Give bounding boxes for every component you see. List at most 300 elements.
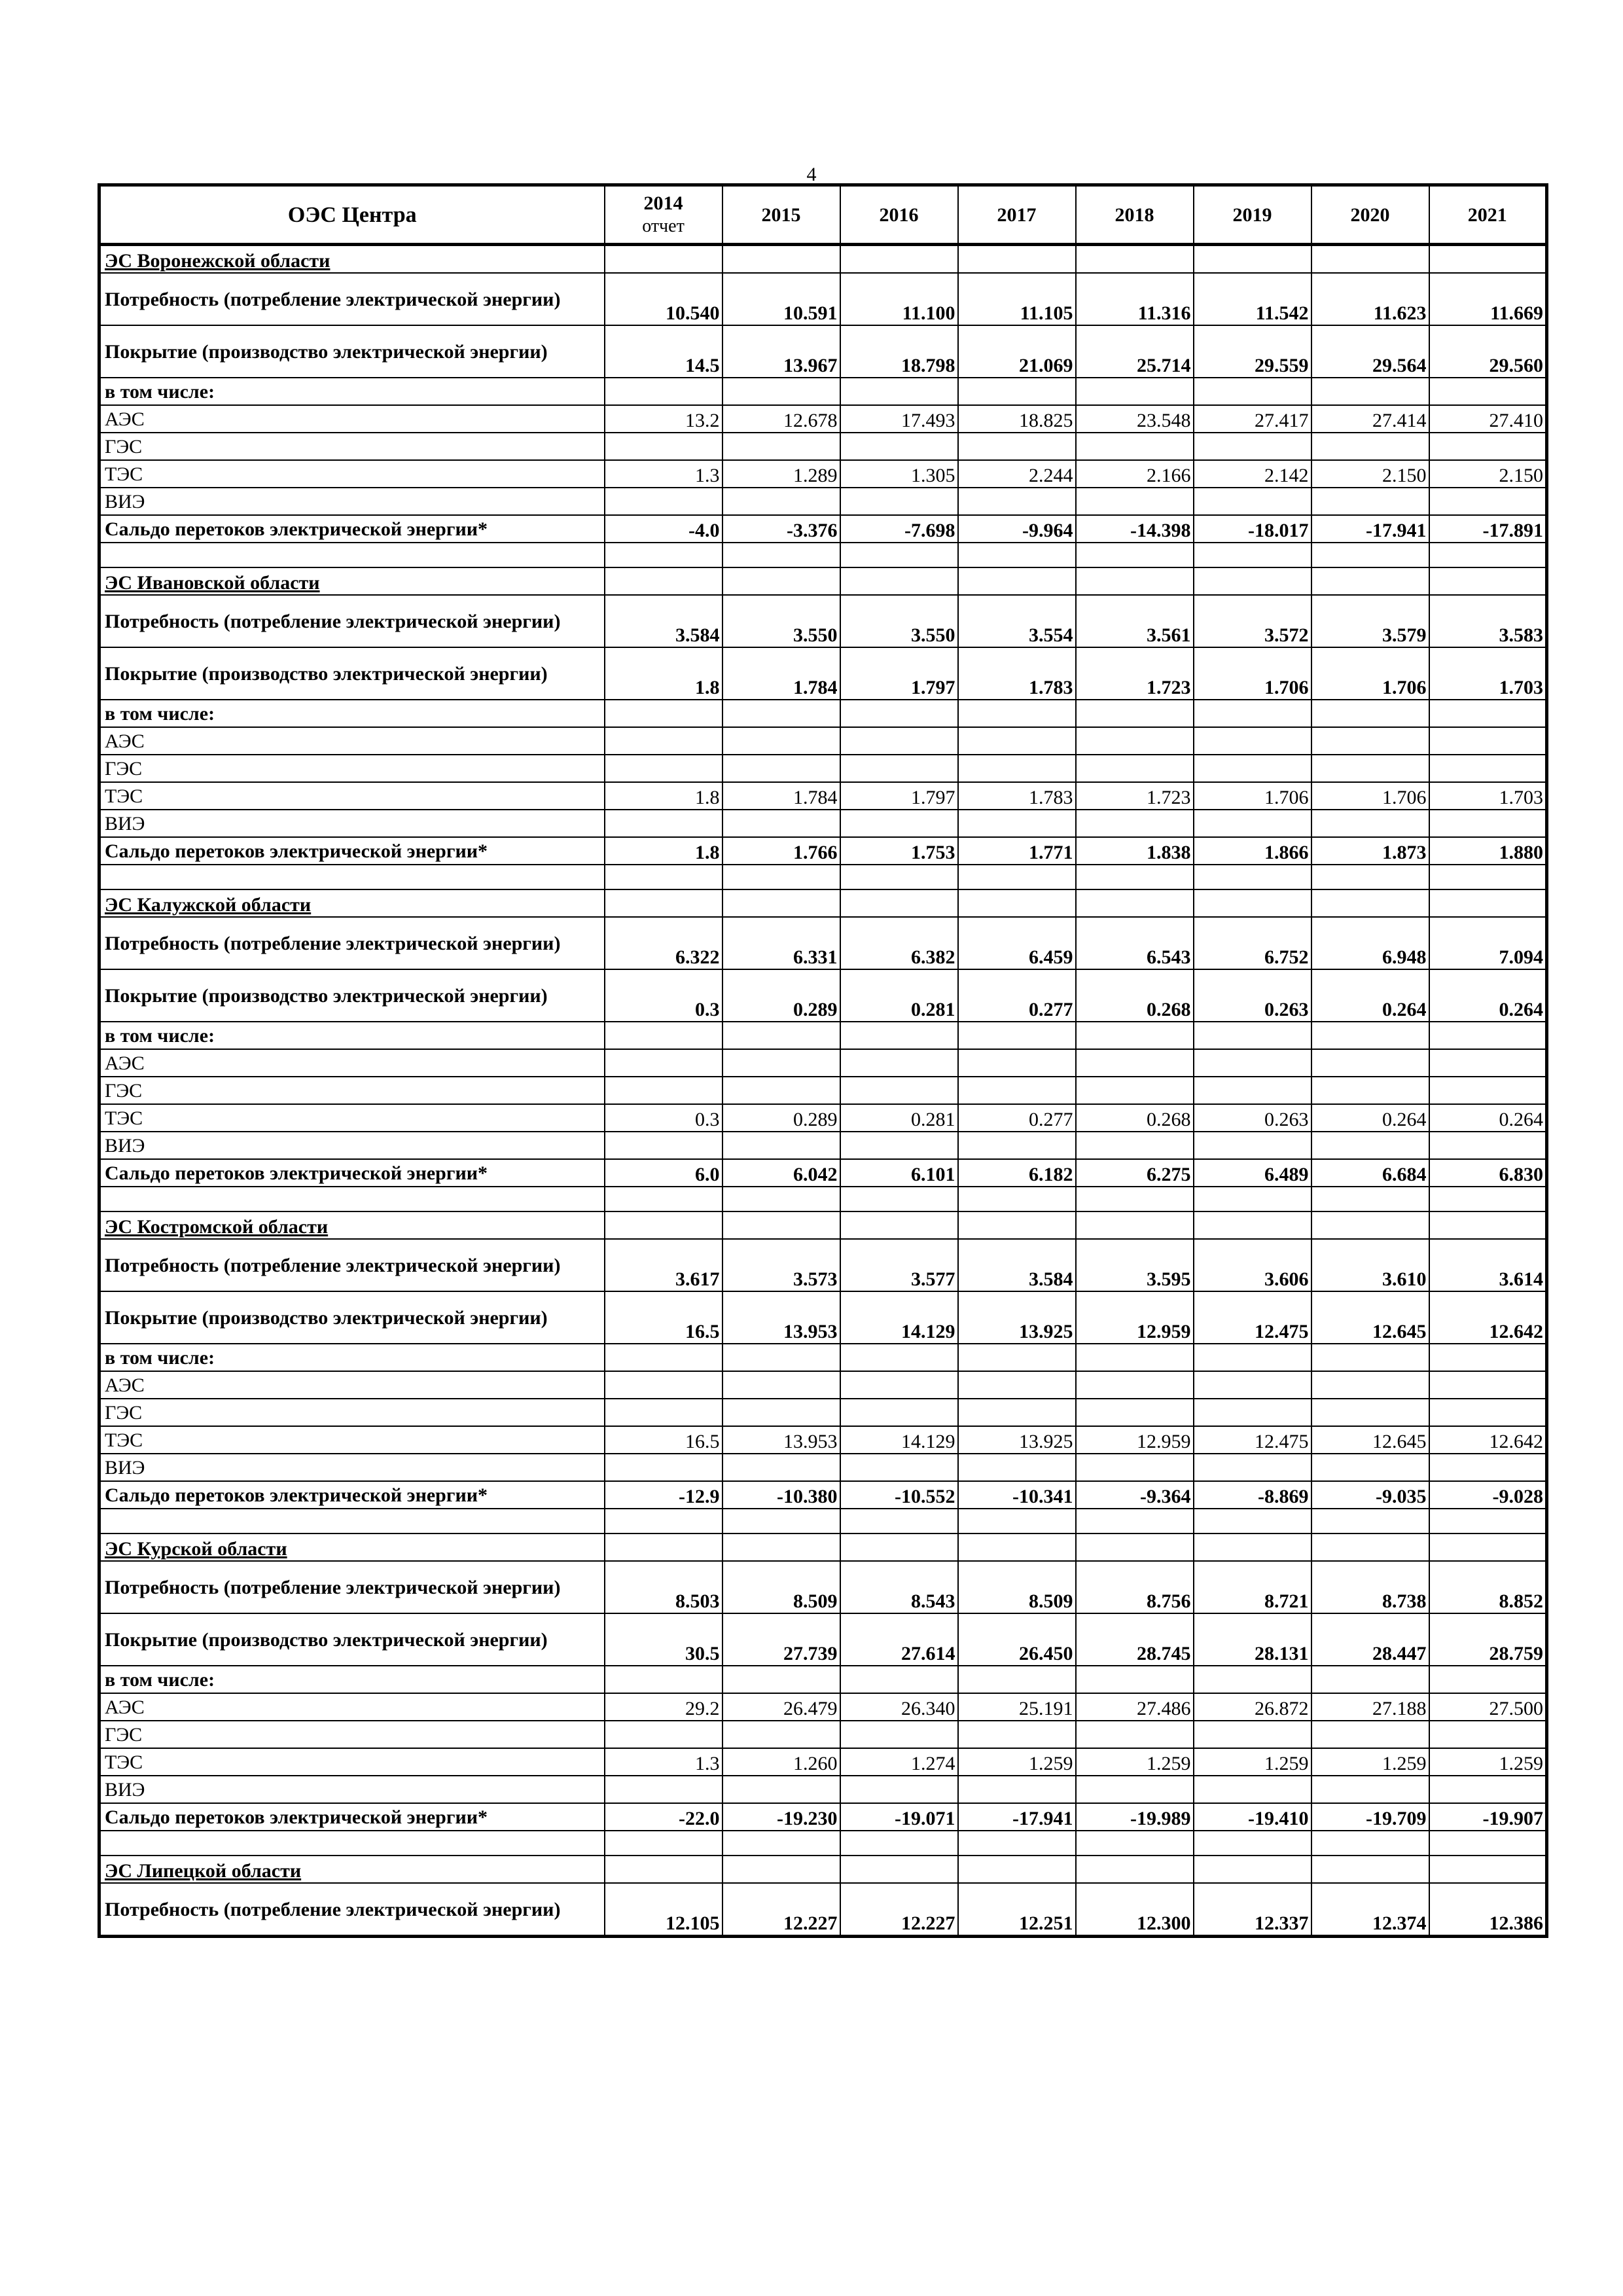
- hpp-row-cell: [1076, 433, 1194, 460]
- blank-row-cell: [1076, 1187, 1194, 1211]
- balance-row-cell: -22.0: [605, 1803, 722, 1831]
- demand-row-cell: 3.579: [1311, 595, 1429, 647]
- tpp-row: [99, 782, 1547, 810]
- res-row-cell: [1194, 1776, 1311, 1803]
- res-row-cell: [605, 810, 722, 837]
- hpp-row-cell: [1429, 755, 1547, 782]
- demand-row-cell: 3.614: [1429, 1239, 1547, 1291]
- including-row-cell: [840, 1344, 958, 1371]
- coverage-row-label: Покрытие (производство электрической энергии): [99, 647, 605, 700]
- res-row-cell: [840, 1776, 958, 1803]
- res-row: [99, 1132, 1547, 1159]
- header-year: [605, 185, 722, 245]
- demand-row-cell: 3.610: [1311, 1239, 1429, 1291]
- balance-row: [99, 515, 1547, 543]
- res-row-cell: [1194, 1132, 1311, 1159]
- including-row-cell: [958, 1022, 1076, 1049]
- balance-row: [99, 1159, 1547, 1187]
- blank-row-cell: [958, 1831, 1076, 1856]
- balance-row-label: Сальдо перетоков электрической энергии*: [99, 1803, 605, 1831]
- hpp-row-cell: [605, 1077, 722, 1104]
- npp-row-cell: [958, 1049, 1076, 1077]
- demand-row: [99, 1561, 1547, 1613]
- demand-row-cell: 6.459: [958, 917, 1076, 969]
- region-name-row-cell: [1429, 889, 1547, 917]
- res-row-cell: [1194, 488, 1311, 515]
- blank-row-cell: [840, 865, 958, 889]
- including-row-cell: [1194, 700, 1311, 727]
- demand-row-cell: 11.542: [1194, 273, 1311, 325]
- region-name-row-cell: [605, 1534, 722, 1561]
- npp-row-cell: [958, 1371, 1076, 1399]
- blank-row-cell: [1194, 865, 1311, 889]
- balance-row-label: Сальдо перетоков электрической энергии*: [99, 1159, 605, 1187]
- balance-row-cell: 6.830: [1429, 1159, 1547, 1187]
- demand-row: [99, 595, 1547, 647]
- including-row-label: в том числе:: [99, 1344, 605, 1371]
- demand-row-cell: 10.591: [722, 273, 840, 325]
- balance-row-cell: -4.0: [605, 515, 722, 543]
- npp-row-cell: [1311, 1371, 1429, 1399]
- npp-row: [99, 727, 1547, 755]
- coverage-row-cell: 14.5: [605, 325, 722, 378]
- demand-row-cell: 8.503: [605, 1561, 722, 1613]
- blank-row-cell: [1311, 1509, 1429, 1534]
- tpp-row-cell: 1.305: [840, 460, 958, 488]
- region-name-row-cell: [840, 889, 958, 917]
- blank-row-cell: [605, 543, 722, 567]
- including-row-label: в том числе:: [99, 378, 605, 405]
- including-row-cell: [1311, 378, 1429, 405]
- npp-row-cell: 13.2: [605, 405, 722, 433]
- res-row-cell: [605, 1776, 722, 1803]
- coverage-row-label: Покрытие (производство электрической энергии): [99, 969, 605, 1022]
- tpp-row-cell: 1.274: [840, 1748, 958, 1776]
- region-name-row-cell: [1076, 567, 1194, 595]
- res-row-cell: [1076, 488, 1194, 515]
- blank-row-cell: [840, 543, 958, 567]
- blank-row-cell: [1076, 543, 1194, 567]
- balance-row-cell: -8.869: [1194, 1481, 1311, 1509]
- balance-row-cell: -19.410: [1194, 1803, 1311, 1831]
- tpp-row-cell: 1.259: [1194, 1748, 1311, 1776]
- tpp-row-cell: 16.5: [605, 1426, 722, 1454]
- coverage-row: [99, 1291, 1547, 1344]
- blank-row-cell: [958, 865, 1076, 889]
- blank-row-cell: [958, 543, 1076, 567]
- coverage-row-cell: 0.268: [1076, 969, 1194, 1022]
- npp-row-cell: [1429, 1371, 1547, 1399]
- tpp-row-cell: 1.259: [1429, 1748, 1547, 1776]
- region-name-row-cell: [722, 1534, 840, 1561]
- demand-row-cell: 12.300: [1076, 1883, 1194, 1937]
- balance-row-cell: -19.071: [840, 1803, 958, 1831]
- hpp-row-cell: [1076, 1399, 1194, 1426]
- region-name-row-cell: [605, 567, 722, 595]
- hpp-row-cell: [840, 1077, 958, 1104]
- tpp-row-cell: 13.925: [958, 1426, 1076, 1454]
- header-year: 2021: [1429, 185, 1547, 245]
- blank-row-cell: [722, 1831, 840, 1856]
- table-body: [99, 245, 1547, 1937]
- balance-row-label: Сальдо перетоков электрической энергии*: [99, 515, 605, 543]
- balance-row-cell: 1.873: [1311, 837, 1429, 865]
- res-row-cell: [1311, 1454, 1429, 1481]
- tpp-row-cell: 1.703: [1429, 782, 1547, 810]
- hpp-row-cell: [722, 755, 840, 782]
- including-row-cell: [958, 1344, 1076, 1371]
- npp-row-cell: 12.678: [722, 405, 840, 433]
- balance-row-cell: -9.964: [958, 515, 1076, 543]
- blank-row: [99, 1187, 1547, 1211]
- npp-row-cell: [1311, 1049, 1429, 1077]
- demand-row-label: Потребность (потребление электрической энергии): [99, 273, 605, 325]
- balance-row-cell: -3.376: [722, 515, 840, 543]
- including-row-cell: [722, 1666, 840, 1693]
- blank-row-cell: [840, 1509, 958, 1534]
- res-row-label: ВИЭ: [99, 1454, 605, 1481]
- coverage-row-cell: 1.8: [605, 647, 722, 700]
- coverage-row-cell: 28.759: [1429, 1613, 1547, 1666]
- tpp-row-cell: 0.268: [1076, 1104, 1194, 1132]
- npp-row-cell: [1076, 1049, 1194, 1077]
- including-row-cell: [1194, 1344, 1311, 1371]
- demand-row-cell: 8.543: [840, 1561, 958, 1613]
- region-name-row-cell: [958, 567, 1076, 595]
- page-number: 4: [806, 164, 817, 185]
- region-name-row: [99, 1211, 1547, 1239]
- coverage-row-cell: 12.475: [1194, 1291, 1311, 1344]
- npp-row-cell: 17.493: [840, 405, 958, 433]
- tpp-row-cell: 2.150: [1311, 460, 1429, 488]
- hpp-row-cell: [958, 755, 1076, 782]
- demand-row-cell: 12.227: [722, 1883, 840, 1937]
- region-name-row-cell: [1429, 567, 1547, 595]
- demand-row-cell: 3.583: [1429, 595, 1547, 647]
- res-row-cell: [840, 1454, 958, 1481]
- blank-row-cell: [722, 1187, 840, 1211]
- hpp-row-cell: [1311, 433, 1429, 460]
- balance-row-cell: 6.101: [840, 1159, 958, 1187]
- demand-row-cell: 8.509: [722, 1561, 840, 1613]
- blank-row-cell: [1311, 543, 1429, 567]
- including-row-cell: [722, 1022, 840, 1049]
- coverage-row-cell: 25.714: [1076, 325, 1194, 378]
- demand-row-cell: 8.721: [1194, 1561, 1311, 1613]
- demand-row-cell: 12.227: [840, 1883, 958, 1937]
- res-row-label: ВИЭ: [99, 1776, 605, 1803]
- balance-row-cell: -19.230: [722, 1803, 840, 1831]
- hpp-row: [99, 1721, 1547, 1748]
- res-row-cell: [1311, 1132, 1429, 1159]
- coverage-row-cell: 1.706: [1311, 647, 1429, 700]
- coverage-row-cell: 29.560: [1429, 325, 1547, 378]
- hpp-row-label: ГЭС: [99, 1721, 605, 1748]
- npp-row-cell: [722, 1049, 840, 1077]
- region-name-row-cell: [1311, 889, 1429, 917]
- res-row-cell: [1429, 488, 1547, 515]
- region-name-row-cell: [1194, 1211, 1311, 1239]
- including-row-cell: [1311, 1344, 1429, 1371]
- demand-row-cell: 6.331: [722, 917, 840, 969]
- hpp-row-cell: [722, 1721, 840, 1748]
- blank-row-label: [99, 1509, 605, 1534]
- balance-row-cell: 6.489: [1194, 1159, 1311, 1187]
- res-row-cell: [605, 1454, 722, 1481]
- coverage-row-cell: 0.289: [722, 969, 840, 1022]
- tpp-row-cell: 12.475: [1194, 1426, 1311, 1454]
- blank-row-cell: [1194, 543, 1311, 567]
- hpp-row-cell: [840, 1721, 958, 1748]
- demand-row-cell: 12.337: [1194, 1883, 1311, 1937]
- hpp-row-cell: [1429, 1721, 1547, 1748]
- blank-row-cell: [605, 1831, 722, 1856]
- demand-row-cell: 8.509: [958, 1561, 1076, 1613]
- including-row-cell: [1194, 1022, 1311, 1049]
- npp-row-cell: [605, 727, 722, 755]
- including-row-cell: [840, 700, 958, 727]
- demand-row-cell: 3.584: [605, 595, 722, 647]
- blank-row-label: [99, 1831, 605, 1856]
- coverage-row-cell: 1.723: [1076, 647, 1194, 700]
- npp-row-cell: 27.486: [1076, 1693, 1194, 1721]
- coverage-row-cell: 26.450: [958, 1613, 1076, 1666]
- npp-row-cell: [1194, 1371, 1311, 1399]
- coverage-row-cell: 18.798: [840, 325, 958, 378]
- demand-row-cell: 3.584: [958, 1239, 1076, 1291]
- demand-row-cell: 6.382: [840, 917, 958, 969]
- hpp-row-label: ГЭС: [99, 755, 605, 782]
- region-name-row-cell: [1076, 889, 1194, 917]
- hpp-row-cell: [722, 1399, 840, 1426]
- res-row-cell: [1429, 1454, 1547, 1481]
- tpp-row-cell: 2.150: [1429, 460, 1547, 488]
- npp-row-cell: [722, 727, 840, 755]
- blank-row-label: [99, 543, 605, 567]
- tpp-row-cell: 0.3: [605, 1104, 722, 1132]
- region-name-row-label: ЭС Калужской области: [99, 889, 605, 917]
- res-row-cell: [1076, 810, 1194, 837]
- res-row-cell: [1076, 1776, 1194, 1803]
- tpp-row-cell: 2.142: [1194, 460, 1311, 488]
- npp-row-cell: 27.500: [1429, 1693, 1547, 1721]
- hpp-row-cell: [1311, 1399, 1429, 1426]
- tpp-row-label: ТЭС: [99, 460, 605, 488]
- res-row-cell: [1194, 1454, 1311, 1481]
- tpp-row: [99, 1104, 1547, 1132]
- hpp-row-cell: [840, 1399, 958, 1426]
- tpp-row-cell: 1.260: [722, 1748, 840, 1776]
- balance-row-cell: 6.042: [722, 1159, 840, 1187]
- balance-row-cell: 1.880: [1429, 837, 1547, 865]
- region-name-row: [99, 889, 1547, 917]
- hpp-row-cell: [958, 1077, 1076, 1104]
- coverage-row-cell: 1.783: [958, 647, 1076, 700]
- tpp-row: [99, 460, 1547, 488]
- npp-row-cell: [840, 727, 958, 755]
- region-name-row-cell: [1194, 1534, 1311, 1561]
- res-row-cell: [1311, 488, 1429, 515]
- hpp-row-cell: [1076, 1721, 1194, 1748]
- blank-row: [99, 543, 1547, 567]
- region-name-row-cell: [958, 889, 1076, 917]
- tpp-row-cell: 1.259: [1311, 1748, 1429, 1776]
- balance-row-cell: 1.8: [605, 837, 722, 865]
- tpp-row-cell: 12.642: [1429, 1426, 1547, 1454]
- balance-row: [99, 1803, 1547, 1831]
- demand-row-label: Потребность (потребление электрической энергии): [99, 1883, 605, 1937]
- npp-row-cell: [1311, 727, 1429, 755]
- res-row-cell: [958, 1454, 1076, 1481]
- blank-row: [99, 1831, 1547, 1856]
- tpp-row-cell: 1.784: [722, 782, 840, 810]
- tpp-row-cell: 2.244: [958, 460, 1076, 488]
- region-name-row-cell: [722, 245, 840, 274]
- balance-row-cell: -19.709: [1311, 1803, 1429, 1831]
- including-row-cell: [840, 1022, 958, 1049]
- demand-row-cell: 11.669: [1429, 273, 1547, 325]
- res-row: [99, 1454, 1547, 1481]
- region-name-row-cell: [1194, 1856, 1311, 1883]
- res-row-label: ВИЭ: [99, 810, 605, 837]
- blank-row-cell: [722, 865, 840, 889]
- balance-row-cell: 6.684: [1311, 1159, 1429, 1187]
- npp-row-label: АЭС: [99, 727, 605, 755]
- region-name-row-cell: [1429, 1856, 1547, 1883]
- res-row-cell: [722, 810, 840, 837]
- region-name-row-cell: [958, 1534, 1076, 1561]
- demand-row-cell: 3.572: [1194, 595, 1311, 647]
- balance-row-label: Сальдо перетоков электрической энергии*: [99, 1481, 605, 1509]
- res-row-cell: [958, 1776, 1076, 1803]
- region-name-row-cell: [722, 567, 840, 595]
- including-row-cell: [722, 1344, 840, 1371]
- npp-row-label: АЭС: [99, 405, 605, 433]
- npp-row-cell: 18.825: [958, 405, 1076, 433]
- coverage-row-cell: 12.642: [1429, 1291, 1547, 1344]
- tpp-row-cell: 12.645: [1311, 1426, 1429, 1454]
- npp-row-cell: [840, 1371, 958, 1399]
- demand-row-cell: 3.550: [722, 595, 840, 647]
- including-row-label: в том числе:: [99, 700, 605, 727]
- coverage-row-cell: 28.131: [1194, 1613, 1311, 1666]
- hpp-row-cell: [840, 755, 958, 782]
- table-header-row: [99, 185, 1547, 245]
- header-year: 2019: [1194, 185, 1311, 245]
- region-name-row-cell: [840, 1534, 958, 1561]
- npp-row-cell: 29.2: [605, 1693, 722, 1721]
- res-row-cell: [722, 488, 840, 515]
- blank-row-cell: [605, 1187, 722, 1211]
- demand-row-label: Потребность (потребление электрической энергии): [99, 1239, 605, 1291]
- coverage-row-cell: 28.745: [1076, 1613, 1194, 1666]
- region-name-row: [99, 567, 1547, 595]
- balance-row-cell: 1.866: [1194, 837, 1311, 865]
- tpp-row-cell: 0.281: [840, 1104, 958, 1132]
- including-row-cell: [1429, 1344, 1547, 1371]
- npp-row-cell: [1429, 1049, 1547, 1077]
- region-name-row-cell: [722, 1211, 840, 1239]
- demand-row-cell: 11.100: [840, 273, 958, 325]
- header-label: ОЭС Центра: [99, 185, 605, 245]
- coverage-row-cell: 30.5: [605, 1613, 722, 1666]
- coverage-row-cell: 14.129: [840, 1291, 958, 1344]
- hpp-row-label: ГЭС: [99, 1077, 605, 1104]
- including-row-cell: [1194, 1666, 1311, 1693]
- npp-row-cell: 26.872: [1194, 1693, 1311, 1721]
- coverage-row-cell: 29.564: [1311, 325, 1429, 378]
- demand-row-cell: 6.543: [1076, 917, 1194, 969]
- res-row-cell: [958, 810, 1076, 837]
- res-row-cell: [722, 1132, 840, 1159]
- including-row-cell: [605, 378, 722, 405]
- hpp-row-cell: [1429, 1399, 1547, 1426]
- npp-row-cell: 26.340: [840, 1693, 958, 1721]
- demand-row-cell: 8.852: [1429, 1561, 1547, 1613]
- demand-row-cell: 12.374: [1311, 1883, 1429, 1937]
- npp-row-cell: 27.188: [1311, 1693, 1429, 1721]
- res-row-cell: [958, 488, 1076, 515]
- demand-row-cell: 11.316: [1076, 273, 1194, 325]
- including-row-cell: [1076, 1022, 1194, 1049]
- npp-row: [99, 1371, 1547, 1399]
- blank-row-cell: [1429, 865, 1547, 889]
- coverage-row-cell: 0.277: [958, 969, 1076, 1022]
- demand-row-cell: 11.105: [958, 273, 1076, 325]
- npp-row-cell: [1194, 727, 1311, 755]
- balance-row-cell: -10.380: [722, 1481, 840, 1509]
- tpp-row-label: ТЭС: [99, 1104, 605, 1132]
- region-name-row: [99, 245, 1547, 274]
- balance-row-cell: -19.907: [1429, 1803, 1547, 1831]
- hpp-row-cell: [1311, 755, 1429, 782]
- coverage-row-cell: 1.797: [840, 647, 958, 700]
- npp-row-cell: 27.417: [1194, 405, 1311, 433]
- res-row-cell: [1429, 1776, 1547, 1803]
- coverage-row-cell: 13.967: [722, 325, 840, 378]
- tpp-row-cell: 1.706: [1194, 782, 1311, 810]
- region-name-row-cell: [1311, 567, 1429, 595]
- hpp-row-cell: [605, 755, 722, 782]
- res-row-cell: [1429, 810, 1547, 837]
- blank-row-cell: [1429, 1831, 1547, 1856]
- header-year: 2016: [840, 185, 958, 245]
- header-year: 2015: [722, 185, 840, 245]
- hpp-row-cell: [1076, 1077, 1194, 1104]
- hpp-row-label: ГЭС: [99, 1399, 605, 1426]
- tpp-row-cell: 1.797: [840, 782, 958, 810]
- demand-row-label: Потребность (потребление электрической энергии): [99, 595, 605, 647]
- tpp-row-label: ТЭС: [99, 1426, 605, 1454]
- coverage-row: [99, 1613, 1547, 1666]
- blank-row: [99, 1509, 1547, 1534]
- demand-row-cell: 12.386: [1429, 1883, 1547, 1937]
- hpp-row-cell: [722, 433, 840, 460]
- balance-row-cell: -19.989: [1076, 1803, 1194, 1831]
- res-row-cell: [1194, 810, 1311, 837]
- region-name-row-cell: [722, 889, 840, 917]
- including-row-cell: [1194, 378, 1311, 405]
- balance-row-cell: -14.398: [1076, 515, 1194, 543]
- blank-row-cell: [722, 543, 840, 567]
- res-row-cell: [605, 488, 722, 515]
- blank-row-cell: [1076, 1831, 1194, 1856]
- including-row-label: в том числе:: [99, 1666, 605, 1693]
- hpp-row-cell: [1311, 1721, 1429, 1748]
- tpp-row-cell: 1.8: [605, 782, 722, 810]
- res-row-cell: [1076, 1454, 1194, 1481]
- header-year-note: отчет: [642, 216, 685, 236]
